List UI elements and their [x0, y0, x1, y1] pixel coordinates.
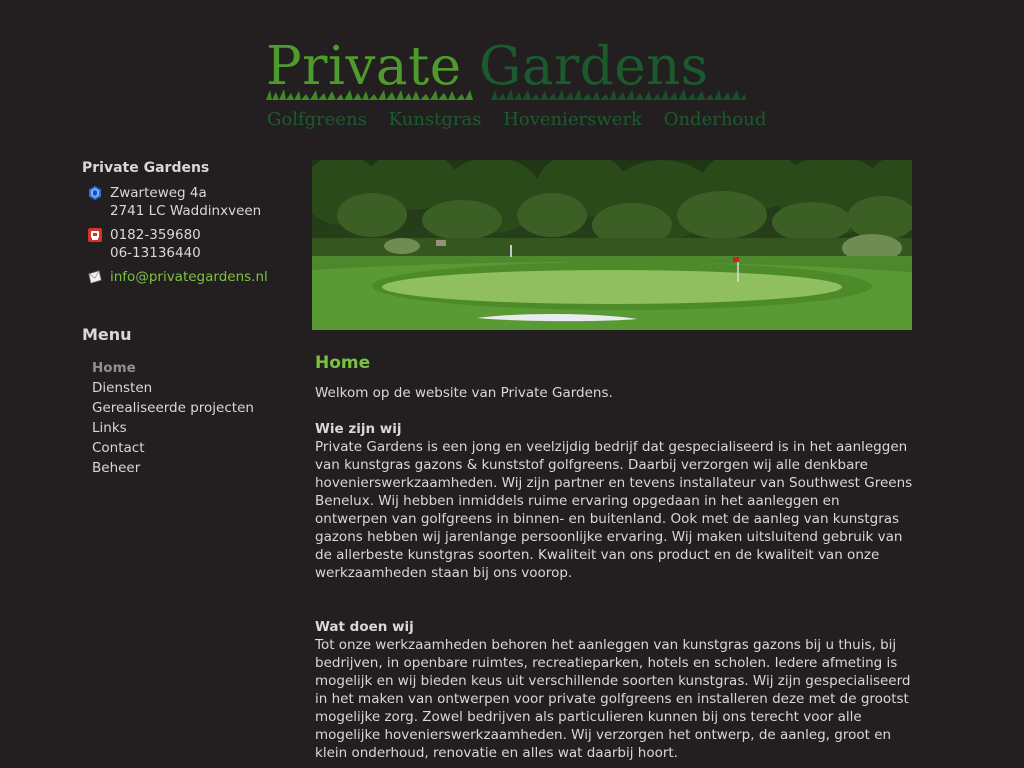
tagline-golfgreens: Golfgreens [267, 109, 367, 130]
email-link[interactable]: info@privategardens.nl [110, 269, 268, 285]
menu-item-contact[interactable] [92, 438, 254, 458]
phone-block [82, 226, 302, 262]
tagline-hovenierswerk: Hovenierswerk [503, 109, 642, 130]
menu-link-home[interactable]: Home [92, 360, 136, 376]
spacer [315, 402, 915, 420]
golf-green-illustration [312, 160, 912, 330]
tagline-onderhoud: Onderhoud [663, 109, 767, 130]
menu-link-diensten[interactable]: Diensten [92, 380, 153, 396]
section-wie-zijn-wij-text: Private Gardens is een jong en veelzijdig bedrijf dat gespecialiseerd is in het aanleggen van kunstgras gazons & kunststof golfgreens. Daarbij verzorgen wij alle denkbare hovenierswerkzaamheden. Wij zijn partner en tevens installateur van Southwest Greens Benelux. Wij hebben inmiddels ruime ervaring opgedaan in het aanleggen en ontwerpen van golfgreens in binnen- en buitenland. Ook met de aanleg van kunstgras gazons hebben wij jarenlange persoonlijke ervaring. Wij maken uitsluitend gebruik van de allerbeste kunstgras soorten. Kwaliteit van ons product en de kwaliteit van onze werkzaamheden staan bij ons voorop. [315, 439, 913, 581]
phone-number-2[interactable]: 06-13136440 [110, 245, 201, 261]
phone-icon [88, 228, 102, 242]
phone-number-1[interactable]: 0182-359680 [110, 227, 201, 243]
location-icon [88, 186, 102, 200]
main-menu [92, 358, 254, 478]
menu-link-links[interactable]: Links [92, 420, 127, 436]
site-logo[interactable] [266, 34, 767, 139]
banner-golf-green-image [312, 160, 912, 330]
spacer [315, 582, 915, 618]
logo-tagline [267, 109, 780, 130]
menu-item-diensten[interactable] [92, 378, 254, 398]
address-line-1: Zwarteweg 4a [110, 185, 207, 201]
section-wie-zijn-wij-title: Wie zijn wij [315, 421, 402, 437]
menu-link-contact[interactable]: Contact [92, 440, 145, 456]
envelope-icon [88, 270, 102, 284]
email-block [82, 268, 302, 286]
logo-word-gardens: Gardens [479, 36, 709, 97]
section-wat-doen-wij-title: Wat doen wij [315, 619, 414, 635]
logo-word-private: Private [266, 36, 462, 97]
menu-item-beheer[interactable] [92, 458, 254, 478]
menu-link-beheer[interactable]: Beheer [92, 460, 141, 476]
welcome-text: Welkom op de website van Private Gardens. [315, 385, 613, 401]
menu-link-gerealiseerde-projecten[interactable]: Gerealiseerde projecten [92, 400, 254, 416]
sidebar-contact [82, 160, 302, 286]
menu-title: Menu [82, 325, 132, 344]
menu-item-gerealiseerde-projecten[interactable] [92, 398, 254, 418]
address-block [82, 184, 302, 220]
main-content [315, 352, 915, 762]
menu-item-home[interactable] [92, 358, 254, 378]
tagline-kunstgras: Kunstgras [388, 109, 482, 130]
menu-item-links[interactable] [92, 418, 254, 438]
address-line-2: 2741 LC Waddinxveen [110, 203, 262, 219]
page-title: Home [315, 353, 371, 373]
grass-decoration [266, 88, 746, 100]
company-name: Private Gardens [82, 160, 210, 176]
section-wat-doen-wij-text: Tot onze werkzaamheden behoren het aanleggen van kunstgras gazons bij u thuis, bij bedrijven, in openbare ruimtes, recreatieparken, hotels en scholen. Iedere afmeting is mogelijk en wij bieden keus uit verschillende soorten kunstgras. Wij zijn gespecialiseerd in het maken van ontwerpen voor private golfgreens en installeren deze met de grootst mogelijke zorg. Zowel bedrijven als particulieren kunnen bij ons terecht voor alle mogelijke hovenierswerkzaamheden. Wij verzorgen het ontwerp, de aanleg, groot en klein onderhoud, renovatie en alles wat daarbij hoort. [315, 637, 911, 761]
